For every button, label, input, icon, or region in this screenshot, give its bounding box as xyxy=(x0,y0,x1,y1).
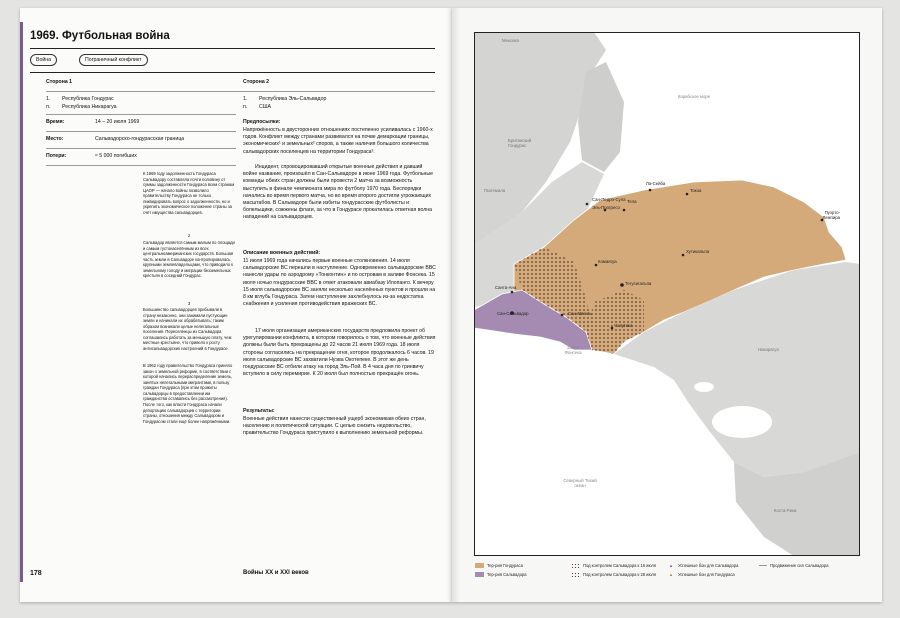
city-dot-san-pedro xyxy=(586,203,589,206)
label-tela: Тела xyxy=(627,199,637,204)
footnote-1: К 1969 году задолженность Гондураса Сальвадору составляла почти половину от суммы задолженности Гондураса всем странам ЦАОР — начало войны позволило правительству Гондураса не только ликвидировать вопрос о задолженности, но и укрепить экономическое положение страны за счёт имущества сальвадорцев. xyxy=(143,171,235,215)
lake-nicaragua xyxy=(712,406,772,438)
label-san-miguel: Сан-Мигель xyxy=(568,311,592,316)
label-fonseca: Залив Фонсека xyxy=(564,345,582,355)
prerequisites-text-2: Инцидент, спровоцировавший открытые военные действия и давший войне название, произошёл в Сан-Сальвадоре в июне 1969 года. Футбольные команды обеих стран должны были провести 2 матча за возможность выступить в финале чемпионата мира по футболу 1970 года. Беспорядки начались во время первого матча, но во время второго достигли угрожающих масштабов. В Сальвадоре были избиты гондурасские футболисты и болельщики, сожжены флаги, за что в Гондурасе прокатилась ответная волна нападений на сальвадорцев. xyxy=(243,164,434,221)
legend-28-july: Под контролем Сальвадора к 28 июля xyxy=(583,572,657,577)
label-comayagua: Комаягуа xyxy=(598,259,617,264)
label-san-salvador: Сан-Сальвадор xyxy=(497,311,529,316)
accent-bar xyxy=(20,22,23,582)
legend-battles-honduras: Успешные бои для Гондураса xyxy=(678,572,735,577)
triangle-icon: ▲ xyxy=(669,572,674,577)
city-dot-comayagua xyxy=(595,264,598,267)
results-text: Военные действия нанесли существенный ущерб экономикам обеих стран, населению и политической ситуации. С целью снизить недовольство, правительство Гондураса приступило к выполнению земельной реформы. xyxy=(243,416,426,437)
fact-label-time: Время: xyxy=(46,119,65,125)
legend-advance: Продвижение сил Сальвадора xyxy=(770,563,829,568)
side2-num-1: 1. xyxy=(243,96,248,102)
legend-swatch-salvador xyxy=(475,572,484,577)
tag-war: Война xyxy=(30,54,57,66)
footnote-marker-2: 2 xyxy=(187,233,191,238)
label-choluteca: Чолутека xyxy=(614,323,633,328)
side1-item-1: Республика Гондурас xyxy=(62,96,114,102)
book-gutter xyxy=(446,8,460,602)
side1-num-2: п. xyxy=(46,104,51,110)
fact-label-place: Место: xyxy=(46,136,64,142)
legend-swatch-honduras xyxy=(475,563,484,568)
side1-item-2: Республика Никарагуа xyxy=(62,104,117,110)
results-heading: Результаты: xyxy=(243,408,275,414)
fact-value-losses: ≈ 5 000 погибших xyxy=(95,153,137,159)
facts-rule-1 xyxy=(46,131,236,132)
label-juticalpa: Хутикальпа xyxy=(686,249,710,254)
label-pacific: Северный Тихий океан xyxy=(563,478,597,488)
prerequisites-text: Напряжённость в двусторонних отношениях постепенно усиливалась с 1960-х годов. Конфликт между странами развивался на почве демаркации границы, экономических¹ и земельных² споров, а также наличия большого количества сальвадорских поселенцев на территории Гондураса³. xyxy=(243,127,433,155)
side-rule xyxy=(46,91,435,92)
label-costa-rica: Коста-Рика xyxy=(774,508,797,513)
legend-battles-salvador: Успешные бои для Сальвадора xyxy=(678,563,739,568)
label-el-progreso: Эль-Прогресо xyxy=(592,205,620,210)
tags-rule xyxy=(30,72,435,73)
footnote-3: Большинство сальвадорцев прибывали в страну незаконно, они занимали пустующие земли и начинали их обрабатывать; таким образом возникали целые нелегальные поселения. Переселенцы из Сальвадора соглашались работать за меньшую плату, чем местные крестьяне, что привело к росту антисальвадорских настроений в Гондурасе. xyxy=(143,307,232,351)
legend-16-july: Под контролем Сальвадора к 16 июля xyxy=(583,563,657,568)
label-caribbean: Карибское море xyxy=(677,94,711,99)
label-guatemala: Гватемала xyxy=(484,188,506,193)
triangle-icon: ▲ xyxy=(669,563,674,568)
side2-item-2: США xyxy=(259,104,271,110)
label-la-ceiba: Ла-Сейба xyxy=(646,181,666,186)
footnote-2: Сальвадор является самым малым по площади и самым густонаселённым из всех центральноамериканских государств. Большая часть земли в Сальвадоре контролировалась крупными землевладельцами, что приводило к земельному голоду и миграции безземельных крестьян в соседний Гондурас. xyxy=(143,240,235,279)
side2-num-2: п. xyxy=(243,104,248,110)
fact-value-place: Сальвадорско-гондурасская граница xyxy=(95,136,185,142)
city-dot-la-ceiba xyxy=(649,189,652,192)
label-puerto-lempira: Пуэрто-Лемпира xyxy=(822,210,840,220)
facts-rule-3 xyxy=(46,165,236,166)
title-rule xyxy=(30,48,435,49)
label-nicaragua: Никарагуа xyxy=(758,347,779,352)
running-title: Войны XX и XXI веков xyxy=(243,570,309,576)
footnote-4: В 1962 году правительство Гондураса приняло закон о земельной реформе, в соответствии с которой начались перераспределение земель, занятых нелегальными мигрантами, в пользу граждан Гондураса (при этом прожиты сальвадорцы в предоставлении им гражданства оставались без рассмотрения). После того, как власти Гондураса начали депортацию сальвадорцев с территории страны, отношения между Сальвадором и Гондурасом стали ещё более напряжёнными. xyxy=(143,363,233,424)
city-dot-tela xyxy=(623,209,626,212)
map xyxy=(474,32,860,556)
label-tegucigalpa: Тегусигальпа xyxy=(625,281,652,286)
facts-rule-0 xyxy=(46,114,236,115)
fact-label-losses: Потери: xyxy=(46,153,67,159)
city-dot-san-miguel xyxy=(561,314,564,317)
label-santa-ana: Санта-Ана xyxy=(495,285,517,290)
page-title: 1969. Футбольная война xyxy=(30,30,170,42)
city-dot-santa-ana xyxy=(511,291,514,294)
legend-honduras: Тер-рия Гондураса xyxy=(487,563,523,568)
label-san-pedro: Сан-Педро-Сула xyxy=(592,197,626,202)
city-dot-choluteca xyxy=(611,327,614,330)
side1-num-1: 1. xyxy=(46,96,51,102)
side2-item-1: Республика Эль-Сальвадор xyxy=(259,96,327,102)
side2-header: Сторона 2 xyxy=(243,79,270,85)
label-mexico: Мексика xyxy=(502,38,519,43)
legend-salvador: Тер-рия Сальвадора xyxy=(487,572,527,577)
lake-managua xyxy=(694,382,714,392)
label-tocoa: Токоа xyxy=(690,188,702,193)
side1-header: Сторона 1 xyxy=(46,79,73,85)
military-heading: Описание военных действий: xyxy=(243,250,321,256)
footnote-marker-3: 3 xyxy=(187,301,191,306)
legend-swatch-28-july xyxy=(571,572,580,577)
fact-value-time: 14 – 20 июля 1969 xyxy=(95,119,140,125)
military-text: 11 июля 1969 года начались первые военные столкновения. 14 июля сальвадорские ВС перешли в наступление. Одновременно сальвадорские ВВС нанесли удары по аэродрому «Тонконтин» и по островам в заливе Фонсека. 15 июля ночью гондурасские ВВС в ответ атаковали авиабазу Илопанго. К вечеру 15 июля сальвадорские ВС заняли несколько населённых пунктов и прошли на 8 км вглубь Гондураса. Затем наступление захлебнулось из-за недостатка снабжения и усиления противодействия вражеских ВС. xyxy=(243,258,436,308)
prerequisites-heading: Предпосылки: xyxy=(243,119,281,125)
city-dot-tegucigalpa xyxy=(620,283,624,287)
advance-line-icon xyxy=(759,565,767,566)
military-text-2: 17 июля организация американских государств предложила проект об урегулировании конфликта, в котором говорилось о том, что военные действия должны были быть прекращены до 22 часов 21 июля 1969 года. 18 июля стороны согласились на прекращение огня, которое продолжалось 6 часов. 19 июля сальвадорские ВС захватили Нуэва Окотепеке. В этот же день гондурасские ВС отбили атаку на город Эль-Пой. В 4 часа дня по гринвичу вступило в силу перемирие. К 20 июля был полностью прекращён огонь. xyxy=(243,328,436,378)
label-belize: Британский Гондурас xyxy=(508,138,532,148)
legend-swatch-16-july xyxy=(571,563,580,568)
city-dot-juticalpa xyxy=(682,254,685,257)
page-number: 178 xyxy=(30,570,42,577)
tag-border-conflict: Пограничный конфликт xyxy=(79,54,148,66)
city-dot-tocoa xyxy=(686,193,689,196)
facts-rule-2 xyxy=(46,148,236,149)
